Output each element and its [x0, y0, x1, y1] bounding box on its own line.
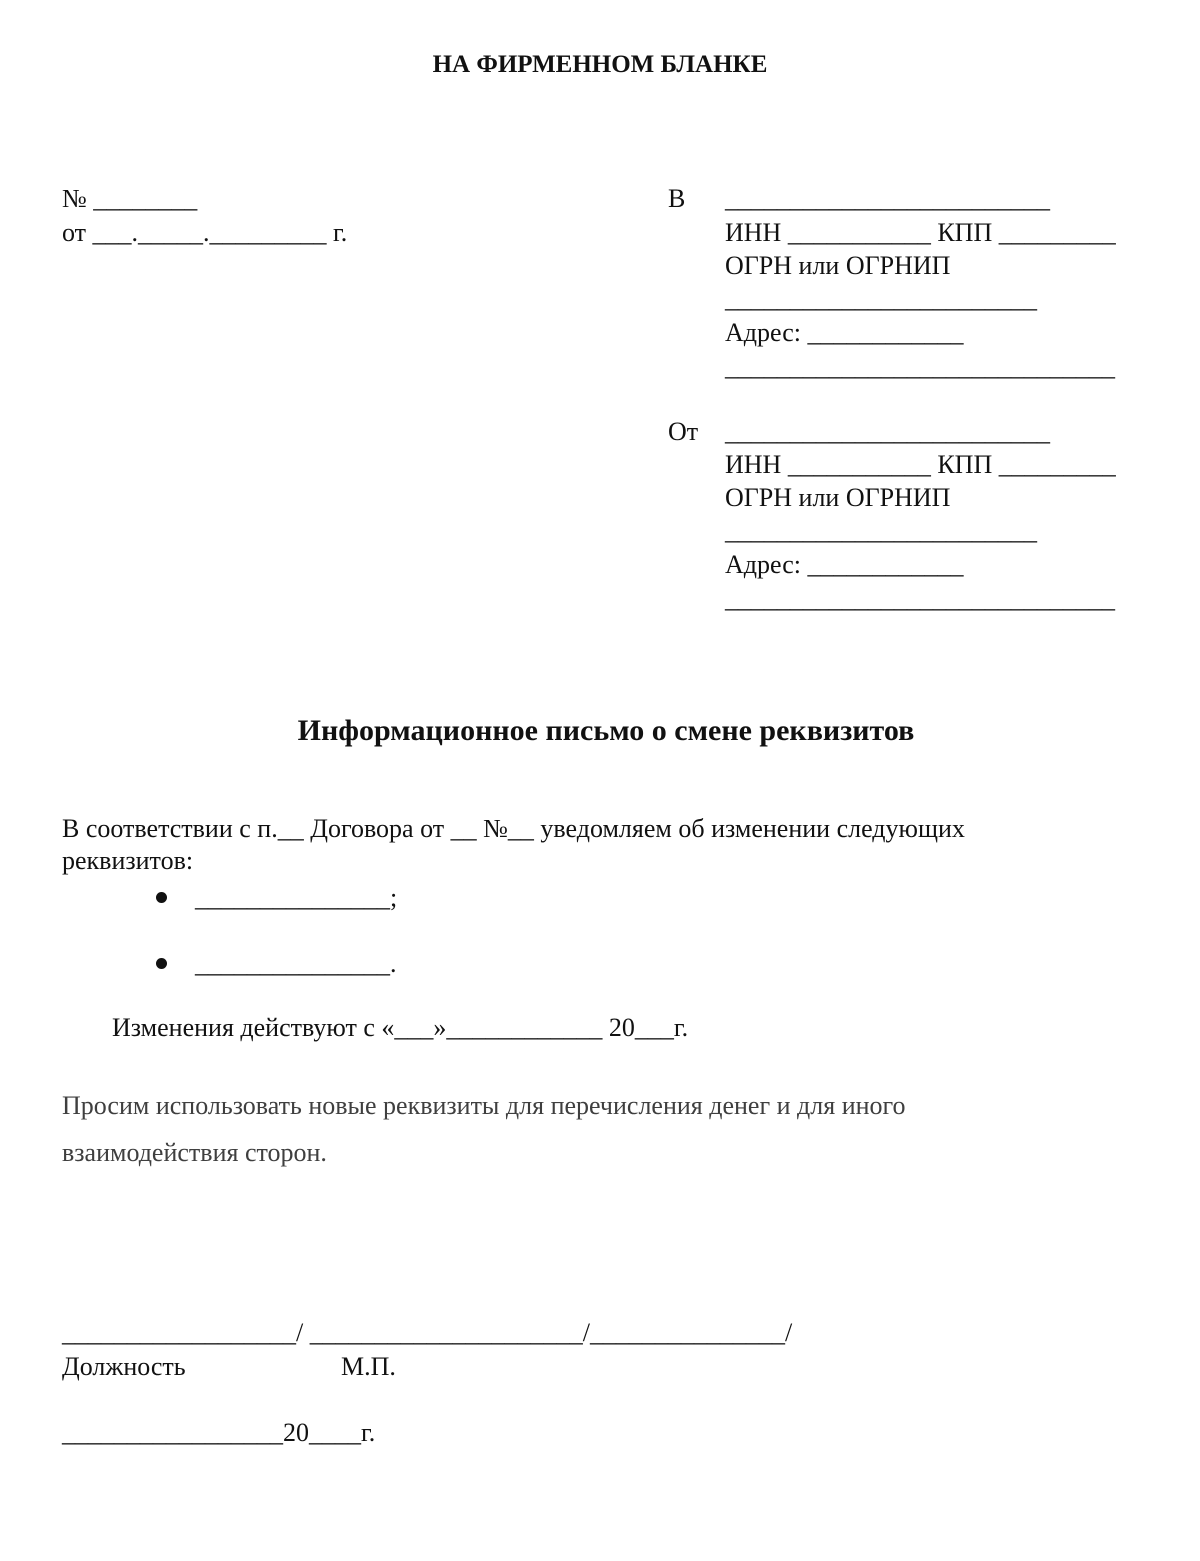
sender-address: Адрес: ____________	[725, 550, 964, 579]
position-label: Должность	[62, 1352, 186, 1381]
sender-name-line: _________________________	[725, 417, 1050, 446]
recipient-ogrn-label: ОГРН или ОГРНИП	[725, 251, 951, 280]
recipient-address: Адрес: ____________	[725, 318, 964, 347]
document-number-field: № ________	[62, 184, 198, 213]
sender-ogrn-line: ________________________	[725, 516, 1037, 545]
sender-label: От	[668, 417, 699, 446]
bullet-icon	[156, 892, 167, 903]
signature-line: __________________/ _____________________/_______________/	[62, 1318, 793, 1347]
list-item-text: _______________.	[195, 949, 397, 978]
signature-date-line: _________________20____г.	[62, 1418, 376, 1447]
recipient-inn-kpp: ИНН ___________ КПП _________	[725, 218, 1116, 247]
bullet-icon	[156, 958, 167, 969]
intro-paragraph-line-2: реквизитов:	[62, 846, 194, 875]
letterhead-heading: НА ФИРМЕННОМ БЛАНКЕ	[432, 51, 768, 78]
intro-paragraph-line-1: В соответствии с п.__ Договора от __ №__ уведомляем об изменении следующих	[62, 814, 965, 843]
recipient-name-line: _________________________	[725, 184, 1050, 213]
recipient-address-extra-line: ______________________________	[725, 352, 1115, 381]
effective-date-line: Изменения действуют с «___»____________ 20___г.	[112, 1013, 689, 1042]
request-paragraph-line-2: взаимодействия сторон.	[62, 1138, 327, 1167]
recipient-ogrn-line: ________________________	[725, 284, 1037, 313]
sender-ogrn-label: ОГРН или ОГРНИП	[725, 483, 951, 512]
request-paragraph-line-1: Просим использовать новые реквизиты для перечисления денег и для иного	[62, 1091, 906, 1120]
document-date-field: от ___._____._________ г.	[62, 218, 348, 247]
sender-inn-kpp: ИНН ___________ КПП _________	[725, 450, 1116, 479]
letter-title: Информационное письмо о смене реквизитов	[297, 714, 915, 747]
list-item-text: _______________;	[195, 883, 398, 912]
stamp-label: М.П.	[341, 1352, 396, 1381]
recipient-label: В	[668, 184, 686, 213]
sender-address-extra-line: ______________________________	[725, 584, 1115, 613]
